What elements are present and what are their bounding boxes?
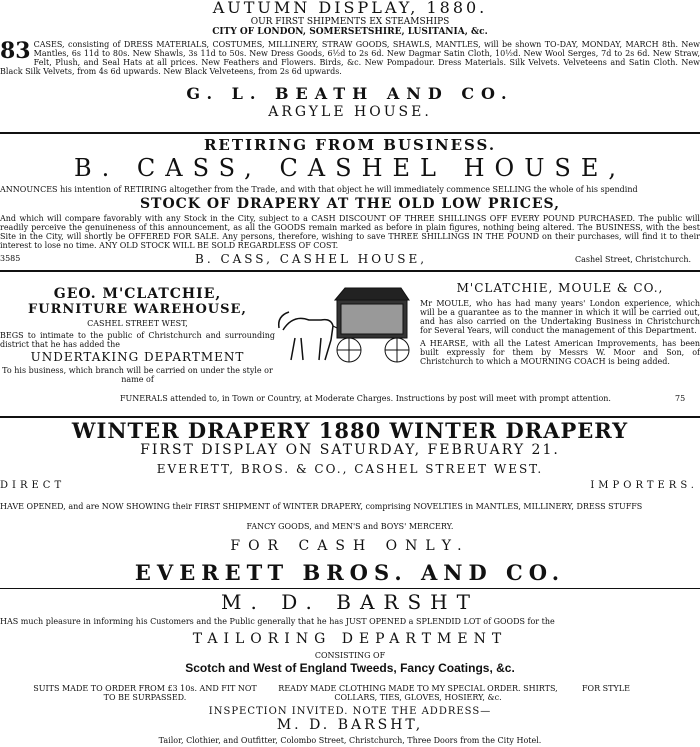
cass-footer-name: B. CASS, CASHEL HOUSE, — [195, 252, 428, 266]
mclatchie-begs: BEGS to intimate to the public of Christchurch and surrounding district that he has added the — [0, 331, 275, 349]
autumn-sub1: OUR FIRST SHIPMENTS EX STEAMSHIPS — [250, 17, 450, 27]
everett-firm-address: EVERETT, BROS. & CO., CASHEL STREET WEST. — [156, 462, 544, 476]
cass-body: And which will compare favorably with any Stock in the City, subject to a CASH DISCOUNT OF THREE SHILLINGS OFF EVERY POUND PURCHASED. The public will readily perceive the genuineness of this announcement, as all the GOODS remain marked as before in plain figures, nothing being altered. The BUSINESS, with the best Site in the City, will shortly be OFFERED FOR SALE. Any persons, therefore, wishing to save THREE SHILLINGS IN THE POUND on their purchases, will find it to their interest to lose no time. ANY OLD STOCK WILL BE SOLD REGARDLESS OF COST. — [0, 214, 700, 250]
divider-4 — [0, 588, 700, 589]
autumn-display-title: AUTUMN DISPLAY, 1880. — [212, 0, 488, 17]
cass-footer-row — [0, 252, 700, 266]
everett-body: HAVE OPENED, and are NOW SHOWING their FIRST SHIPMENT of WINTER DRAPERY, comprising NOVELTIES in MANTLES, MILLINERY, DRESS STUFFS — [0, 502, 643, 511]
importers-label: IMPORTERS. — [590, 480, 698, 491]
argyle-house: ARGYLE HOUSE. — [268, 104, 432, 120]
mclatchie-business: To his business, which branch will be carried on under the style or name of — [2, 366, 273, 384]
barsht-suits-row — [0, 684, 700, 706]
barsht-body: HAS much pleasure in informing his Customers and the Public generally that he has JUST OPENED a SPLENDID LOT of GOODS for the — [0, 617, 555, 626]
hearse-text: A HEARSE, with all the Latest American Improvements, has been built expressly for them by Messrs W. Moor and Son, of Christchurch to which a MOURNING COACH is being added. — [420, 339, 700, 366]
cass-announcement: ANNOUNCES his intention of RETIRING altogether from the Trade, and with that object he will immediately commence SELLING the whole of his spendind — [0, 185, 638, 194]
for-style: FOR STYLE — [582, 684, 630, 693]
hearse-illustration — [275, 278, 420, 368]
beath-name: G. L. BEATH AND CO. — [186, 84, 514, 103]
scotch-tweeds: Scotch and West of England Tweeds, Fancy Coatings, &c. — [185, 661, 515, 675]
tailoring-department: TAILORING DEPARTMENT — [192, 631, 508, 647]
mclatchie-moule-text: Mr MOULE, who has had many years' London experience, which will be a guarantee as to the manner in which it will be carried out, and has also carried on the Undertaking Business in Christchurch for Several Years, will conduct the management of this Department. — [420, 299, 700, 335]
mclatchie-right-column — [420, 281, 700, 366]
cash-only: FOR CASH ONLY. — [230, 538, 470, 554]
everett-fancy-goods: FANCY GOODS, and MEN'S and BOYS' MERCERY. — [246, 522, 454, 531]
barsht-footer-address: Tailor, Clothier, and Outfitter, Colombo Street, Christchurch, Three Doors from the City Hotel. — [158, 736, 542, 745]
cass-name: B. CASS, CASHEL HOUSE, — [73, 154, 627, 182]
funerals-row — [0, 394, 700, 406]
autumn-body — [0, 40, 700, 76]
autumn-sub2: CITY OF LONDON, SOMERSETSHIRE, LUSITANIA, &c. — [212, 27, 488, 37]
ready-made-clothing: READY MADE CLOTHING MADE TO MY SPECIAL ORDER. SHIRTS, COLLARS, TIES, GLOVES, HOSIERY, &c. — [278, 684, 558, 702]
furniture-warehouse: FURNITURE WAREHOUSE, — [28, 302, 247, 317]
undertaking-department: UNDERTAKING DEPARTMENT — [30, 350, 245, 364]
autumn-case-number: 83 — [0, 38, 31, 64]
direct-importers-row — [0, 480, 700, 494]
retiring-title: RETIRING FROM BUSINESS. — [203, 136, 497, 154]
divider-1 — [0, 132, 700, 134]
autumn-body-text: CASES, consisting of DRESS MATERIALS, COSTUMES, MILLINERY, STRAW GOODS, SHAWLS, MANTLES, will be shown TO-DAY, MONDAY, MARCH 8th. New Mantles, 6s 11d to 80s. New Shawls, 3s 11d to 50s. New Dress Goods, 6½d to 2s 6d. New Dagmar Satin Cloth, 10½d. New Wool Serges, 7d to 2s 6d. New Straw, Felt, Plush, and Seal Hats at all prices. New Feathers and Flowers. Birds, &c. New Pompadour. Dress Materials. Silk Velvets. Velveteens and Satin Cloth. New Black Silk Velvets, from 4s 6d upwards. New Black Velveteens, from 2s 6d upwards. — [0, 40, 700, 76]
suits-made-to-order: SUITS MADE TO ORDER FROM £3 10s. AND FIT NOT TO BE SURPASSED. — [33, 684, 257, 702]
funerals-text: FUNERALS attended to, in Town or Country, at Moderate Charges. Instructions by post will meet with prompt attention. — [120, 394, 611, 403]
cass-stock: STOCK OF DRAPERY AT THE OLD LOW PRICES, — [139, 196, 561, 212]
cashel-street-west: CASHEL STREET WEST, — [87, 319, 188, 328]
mclatchie-name: GEO. M'CLATCHIE, — [53, 286, 222, 302]
mclatchie-ad-number: 75 — [675, 394, 686, 403]
mclatchie-moule-firm: M'CLATCHIE, MOULE & CO., — [456, 281, 664, 295]
first-display: FIRST DISPLAY ON SATURDAY, FEBRUARY 21. — [140, 442, 560, 458]
winter-drapery-title: WINTER DRAPERY 1880 WINTER DRAPERY — [71, 418, 629, 443]
barsht-footer-name: M. D. BARSHT, — [276, 717, 424, 733]
inspection-invited: INSPECTION INVITED. NOTE THE ADDRESS— — [208, 706, 492, 717]
consisting-of: CONSISTING OF — [314, 651, 386, 660]
cass-ad-number: 3585 — [0, 254, 21, 263]
mclatchie-left-column — [0, 286, 275, 384]
barsht-name: M. D. BARSHT — [221, 590, 479, 614]
cass-address: Cashel Street, Christchurch. — [575, 255, 692, 264]
everett-name: EVERETT BROS. AND CO. — [134, 560, 566, 585]
direct-label: DIRECT — [0, 480, 66, 491]
divider-2 — [0, 270, 700, 272]
